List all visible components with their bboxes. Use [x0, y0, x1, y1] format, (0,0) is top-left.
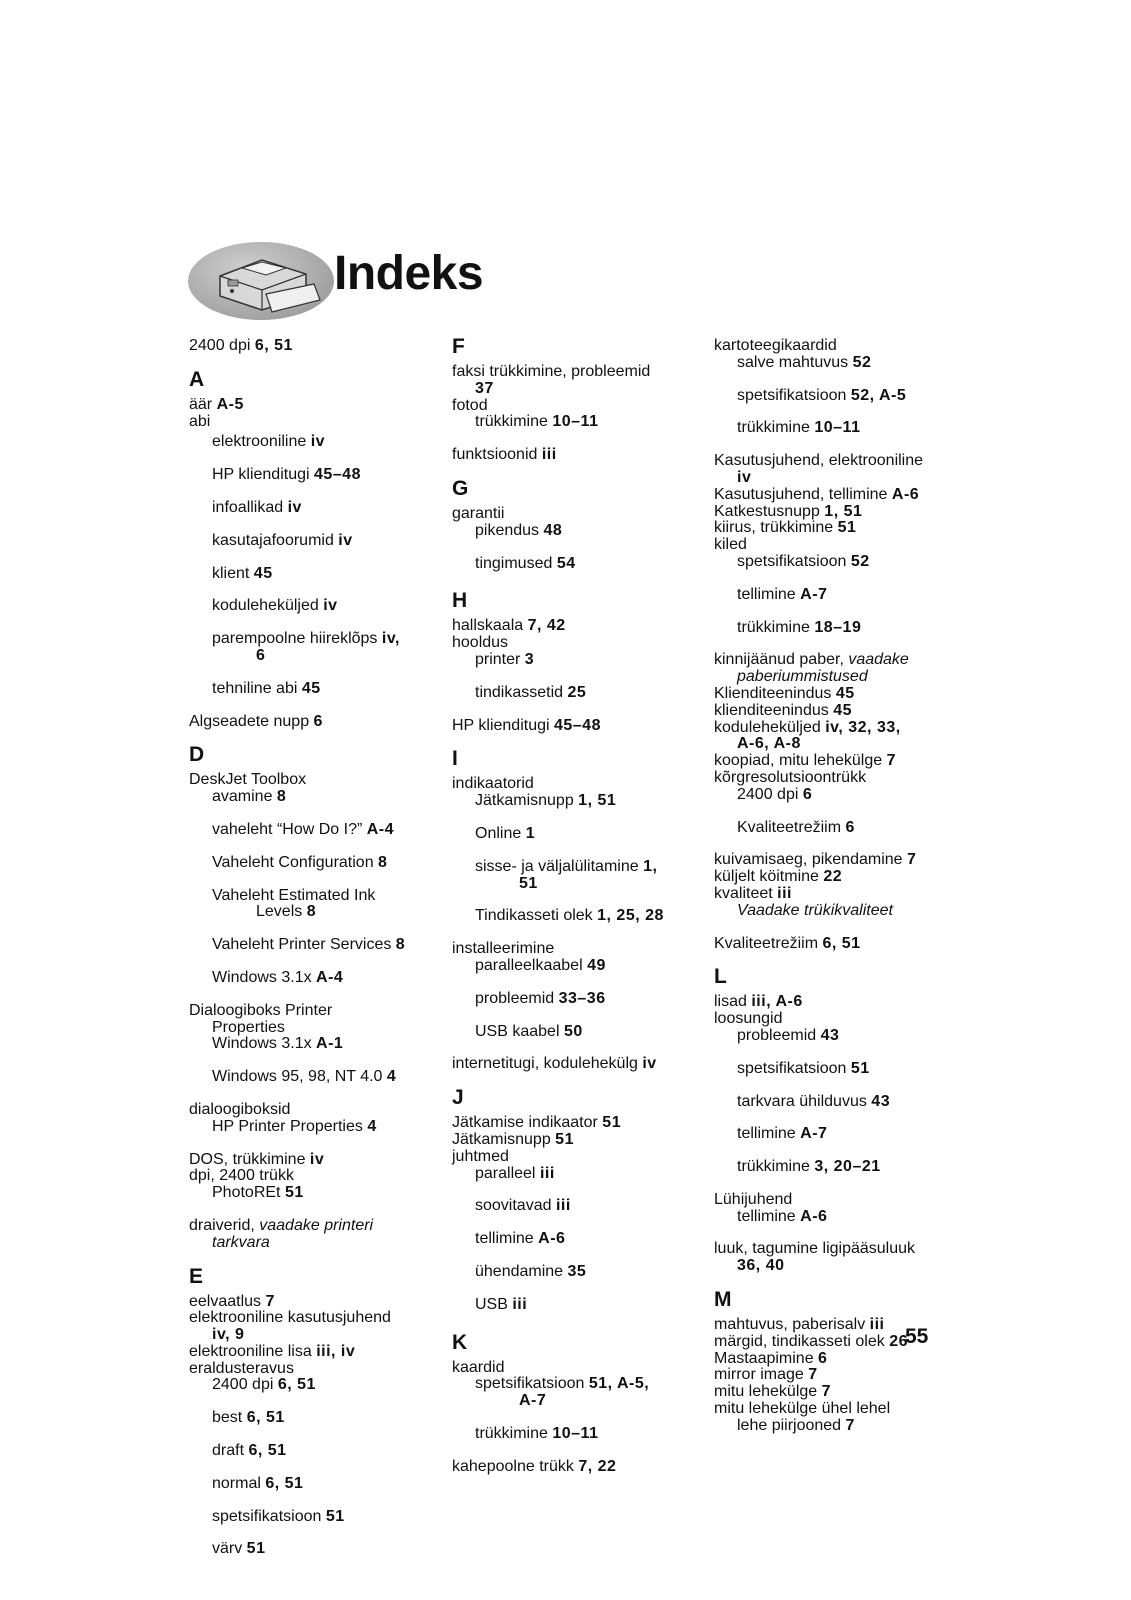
index-entry: Jätkamisnupp 51 — [452, 1130, 574, 1148]
index-entry: garantii — [452, 504, 505, 522]
index-subentry: HP Printer Properties 4 — [212, 1117, 377, 1135]
index-entry: Algseadete nupp 6 — [189, 712, 323, 730]
index-subentry: spetsifikatsioon 52, A-5 — [737, 386, 907, 404]
index-entry: dpi, 2400 trükk — [189, 1167, 294, 1185]
index-entry: äär A-5 — [189, 395, 244, 413]
section-letter-h: H — [452, 589, 468, 613]
chapter-header — [188, 236, 608, 326]
index-entry: koduleheküljed iv, 32, 33, A-6, A-8 — [714, 718, 901, 753]
index-subentry: probleemid 33–36 — [475, 989, 606, 1007]
index-subentry: Windows 3.1x A-1 — [212, 1035, 344, 1053]
index-subentry: Online 1 — [475, 824, 536, 842]
index-subentry: koduleheküljed iv — [212, 597, 338, 615]
section-letter-m: M — [714, 1288, 732, 1312]
index-subentry: parempoolne hiireklõps iv, 6 — [212, 630, 400, 664]
index-entry: kahepoolne trükk 7, 22 — [452, 1457, 617, 1475]
index-subentry: trükkimine 10–11 — [475, 1424, 599, 1442]
index-entry: internetitugi, kodulehekülg iv — [452, 1055, 657, 1073]
index-subentry: draft 6, 51 — [212, 1442, 287, 1460]
index-subentry: tellimine A-6 — [737, 1207, 828, 1225]
section-letter-g: G — [452, 476, 469, 500]
index-entry: loosungid — [714, 1010, 783, 1028]
index-subentry: spetsifikatsioon 51, A-5, A-7 — [475, 1375, 650, 1410]
index-entry: Kasutusjuhend, elektrooniline iv — [714, 452, 924, 486]
index-subentry: tarkvara ühilduvus 43 — [737, 1092, 891, 1110]
index-subentry: Vaheleht Estimated Ink Levels 8 — [212, 886, 376, 921]
index-column-1 — [189, 338, 439, 1574]
index-subentry: tingimused 54 — [475, 554, 576, 572]
section-letter-e: E — [189, 1264, 204, 1288]
page-number: 55 — [905, 1325, 929, 1348]
index-entry: klienditeenindus 45 — [714, 701, 852, 719]
index-subentry: USB iii — [475, 1295, 528, 1313]
index-entry: Klienditeenindus 45 — [714, 684, 855, 702]
index-entry: elektrooniline kasutusjuhend iv, 9 — [189, 1309, 391, 1344]
index-entry: Dialoogiboks Printer Properties — [189, 1001, 333, 1036]
index-entry: eraldusteravus — [189, 1359, 294, 1377]
index-subentry: salve mahtuvus 52 — [737, 353, 872, 371]
index-subentry: soovitavad iii — [475, 1197, 571, 1215]
index-subentry: 2400 dpi 6 — [737, 785, 813, 803]
section-letter-f: F — [452, 335, 465, 358]
section-letter-k: K — [452, 1330, 468, 1354]
index-entry: Katkestusnupp 1, 51 — [714, 502, 863, 520]
index-entry: draiverid, vaadake printeri tarkvara — [189, 1216, 374, 1251]
index-entry: kinnijäänud paber, vaadake paberiummistused — [714, 651, 909, 686]
index-subentry: trükkimine 3, 20–21 — [737, 1158, 881, 1176]
index-entry: mitu lehekülge ühel lehel — [714, 1400, 891, 1418]
index-subentry: infoallikad iv — [212, 498, 302, 516]
index-entry: hooldus — [452, 634, 509, 652]
index-subentry: trükkimine 10–11 — [475, 413, 599, 431]
index-entry: Mastaapimine 6 — [714, 1349, 828, 1367]
index-entry: kõrgresolutsioontrükk — [714, 768, 867, 786]
index-subentry: kasutajafoorumid iv — [212, 531, 353, 549]
index-subentry: avamine 8 — [212, 788, 287, 806]
index-entry: mitu lehekülge 7 — [714, 1383, 832, 1401]
index-entry: mirror image 7 — [714, 1366, 818, 1384]
index-subentry: pikendus 48 — [475, 521, 563, 539]
index-subentry: probleemid 43 — [737, 1026, 840, 1044]
index-entry: abi — [189, 412, 211, 430]
index-subentry: Tindikasseti olek 1, 25, 28 — [475, 907, 664, 925]
page-title: Indeks — [334, 247, 484, 300]
index-subentry: trükkimine 18–19 — [737, 618, 862, 636]
index-entry: hallskaala 7, 42 — [452, 617, 566, 635]
index-entry: Kvaliteetrežiim 6, 51 — [714, 934, 861, 952]
index-subentry: ühendamine 35 — [475, 1262, 587, 1280]
index-subentry: spetsifikatsioon 52 — [737, 552, 870, 570]
index-subentry: värv 51 — [212, 1540, 266, 1558]
index-column-2 — [452, 335, 702, 1475]
index-entry: kartoteegikaardid — [714, 337, 837, 354]
section-letter-l: L — [714, 965, 727, 989]
index-subentry: spetsifikatsioon 51 — [737, 1059, 870, 1077]
index-subentry: Jätkamisnupp 1, 51 — [475, 792, 617, 810]
index-entry: funktsioonid iii — [452, 446, 557, 464]
index-subentry: klient 45 — [212, 564, 273, 582]
index-entry: koopiad, mitu lehekülge 7 — [714, 752, 896, 770]
index-entry: fotod — [452, 396, 488, 414]
index-entry: lisad iii, A-6 — [714, 993, 803, 1011]
index-subentry: HP klienditugi 45–48 — [212, 466, 361, 484]
index-subentry: tellimine A-6 — [475, 1230, 566, 1248]
index-subentry: spetsifikatsioon 51 — [212, 1507, 345, 1525]
index-entry: mahtuvus, paberisalv iii — [714, 1316, 885, 1334]
index-entry: Jätkamise indikaator 51 — [452, 1114, 622, 1132]
printer-icon — [202, 246, 322, 318]
index-subentry: Vaheleht Configuration 8 — [212, 853, 388, 871]
index-subentry: 2400 dpi 6, 51 — [212, 1376, 316, 1394]
index-subentry: sisse- ja väljalülitamine 1, 51 — [475, 857, 658, 892]
index-entry: eelvaatlus 7 — [189, 1292, 275, 1310]
index-entry: HP klienditugi 45–48 — [452, 716, 601, 734]
index-entry: kaardid — [452, 1358, 505, 1376]
index-subentry: normal 6, 51 — [212, 1474, 304, 1492]
index-entry: elektrooniline lisa iii, iv — [189, 1342, 356, 1360]
index-entry: faksi trükkimine, probleemid 37 — [452, 363, 651, 397]
section-letter-d: D — [189, 743, 205, 767]
index-subentry: tellimine A-7 — [737, 1125, 828, 1143]
index-entry: DOS, trükkimine iv — [189, 1150, 325, 1168]
index-subentry: PhotoREt 51 — [212, 1184, 304, 1202]
index-subentry: Vaadake trükikvaliteet — [737, 901, 893, 919]
index-subentry: tehniline abi 45 — [212, 679, 321, 697]
index-entry: dialoogiboksid — [189, 1100, 291, 1118]
index-entry: kiled — [714, 536, 747, 554]
section-letter-i: I — [452, 747, 458, 771]
index-entry: indikaatorid — [452, 775, 534, 793]
index-entry: installeerimine — [452, 940, 555, 958]
index-entry: Kasutusjuhend, tellimine A-6 — [714, 485, 920, 503]
index-subentry: paralleelkaabel 49 — [475, 956, 606, 974]
index-entry: kvaliteet iii — [714, 884, 792, 902]
index-subentry: paralleel iii — [475, 1164, 555, 1182]
index-subentry: trükkimine 10–11 — [737, 419, 861, 437]
index-subentry: Windows 95, 98, NT 4.0 4 — [212, 1068, 397, 1086]
index-entry: 2400 dpi 6, 51 — [189, 337, 293, 354]
index-entry: märgid, tindikasseti olek 26 — [714, 1332, 908, 1350]
index-subentry: printer 3 — [475, 650, 535, 668]
index-entry: luuk, tagumine ligipääsuluuk 36, 40 — [714, 1240, 916, 1275]
index-entry: DeskJet Toolbox — [189, 771, 307, 789]
index-subentry: Windows 3.1x A-4 — [212, 968, 344, 986]
index-subentry: Kvaliteetrežiim 6 — [737, 818, 855, 836]
index-subentry: USB kaabel 50 — [475, 1022, 583, 1040]
index-subentry: Vaheleht Printer Services 8 — [212, 936, 406, 954]
index-entry: küljelt köitmine 22 — [714, 868, 843, 886]
index-column-3 — [714, 338, 954, 1451]
index-subentry: vaheleht “How Do I?” A-4 — [212, 820, 395, 838]
index-entry: kiirus, trükkimine 51 — [714, 519, 857, 537]
index-subentry: best 6, 51 — [212, 1409, 285, 1427]
section-letter-a: A — [189, 367, 205, 391]
section-letter-j: J — [452, 1086, 464, 1110]
index-entry: Lühijuhend — [714, 1190, 793, 1208]
index-subentry: tellimine A-7 — [737, 585, 828, 603]
index-entry: juhtmed — [452, 1147, 509, 1165]
index-subentry: tindikassetid 25 — [475, 683, 587, 701]
index-entry: kuivamisaeg, pikendamine 7 — [714, 851, 917, 869]
index-subentry: lehe piirjooned 7 — [737, 1416, 855, 1434]
index-subentry: elektrooniline iv — [212, 433, 326, 451]
